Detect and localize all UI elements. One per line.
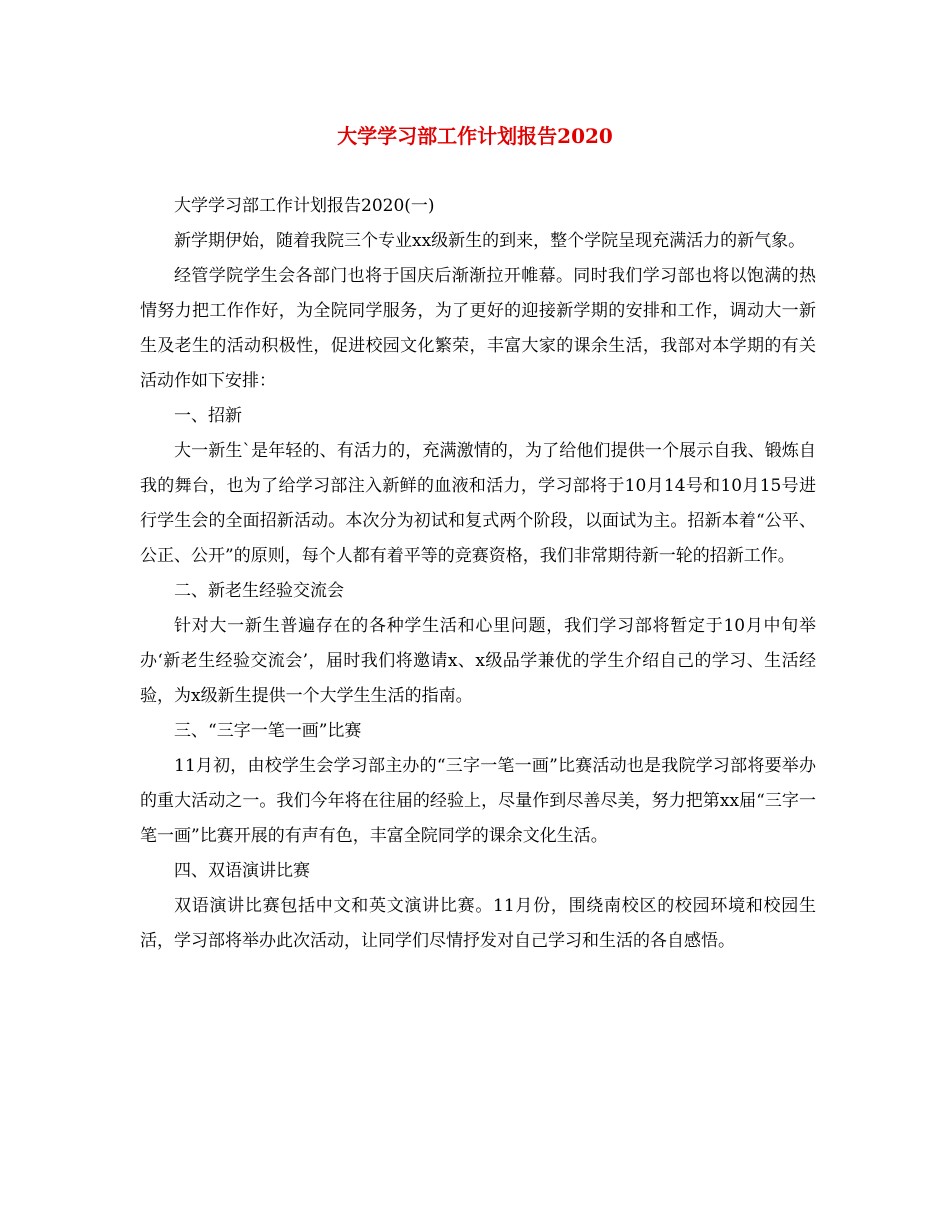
paragraph-subtitle: 大学学习部工作计划报告2020(一) [174, 196, 435, 216]
paragraph-calligraphy: 11月初，由校学生会学习部主办的“三字一笔一画”比赛活动也是我院学习部将要举办的重大活动之一。我们今年将在往届的经验上，尽量作到尽善尽美，努力把第xx届“三字一笔一画”比赛开展的有声有色，丰富全院同学的课余文化生活。 [140, 756, 816, 846]
section-heading-exchange: 二、新老生经验交流会 [174, 581, 344, 601]
paragraph-overview: 经管学院学生会各部门也将于国庆后渐渐拉开帷幕。同时我们学习部也将以饱满的热情努力把工作作好，为全院同学服务，为了更好的迎接新学期的安排和工作，调动大一新生及老生的活动积极性，促进校园文化繁荣，丰富大家的课余生活，我部对本学期的有关活动作如下安排： [140, 266, 816, 391]
paragraph-recruitment: 大一新生`是年轻的、有活力的，充满激情的，为了给他们提供一个展示自我、锻炼自我的舞台，也为了给学习部注入新鲜的血液和活力，学习部将于10月14号和10月15号进行学生会的全面招新活动。本次分为初试和复式两个阶段，以面试为主。招新本着“公平、公正、公开”的原则，每个人都有着平等的竞赛资格，我们非常期待新一轮的招新工作。 [140, 441, 816, 566]
section-heading-calligraphy: 三、“三字一笔一画”比赛 [174, 721, 362, 741]
section-heading-recruitment: 一、招新 [174, 406, 242, 426]
document-body [140, 189, 816, 959]
paragraph-exchange: 针对大一新生普遍存在的各种学生活和心里问题，我们学习部将暂定于10月中旬举办‘新老生经验交流会’，届时我们将邀请x、x级品学兼优的学生介绍自己的学习、生活经验，为x级新生提供一个大学生生活的指南。 [140, 616, 816, 706]
paragraph-intro: 新学期伊始，随着我院三个专业xx级新生的到来，整个学院呈现充满活力的新气象。 [174, 231, 806, 251]
paragraph-speech: 双语演讲比赛包括中文和英文演讲比赛。11月份，围绕南校区的校园环境和校园生活，学习部将举办此次活动，让同学们尽情抒发对自己学习和生活的各自感悟。 [140, 896, 816, 951]
document-title: 大学学习部工作计划报告2020 [337, 124, 613, 148]
section-heading-speech: 四、双语演讲比赛 [174, 861, 310, 881]
